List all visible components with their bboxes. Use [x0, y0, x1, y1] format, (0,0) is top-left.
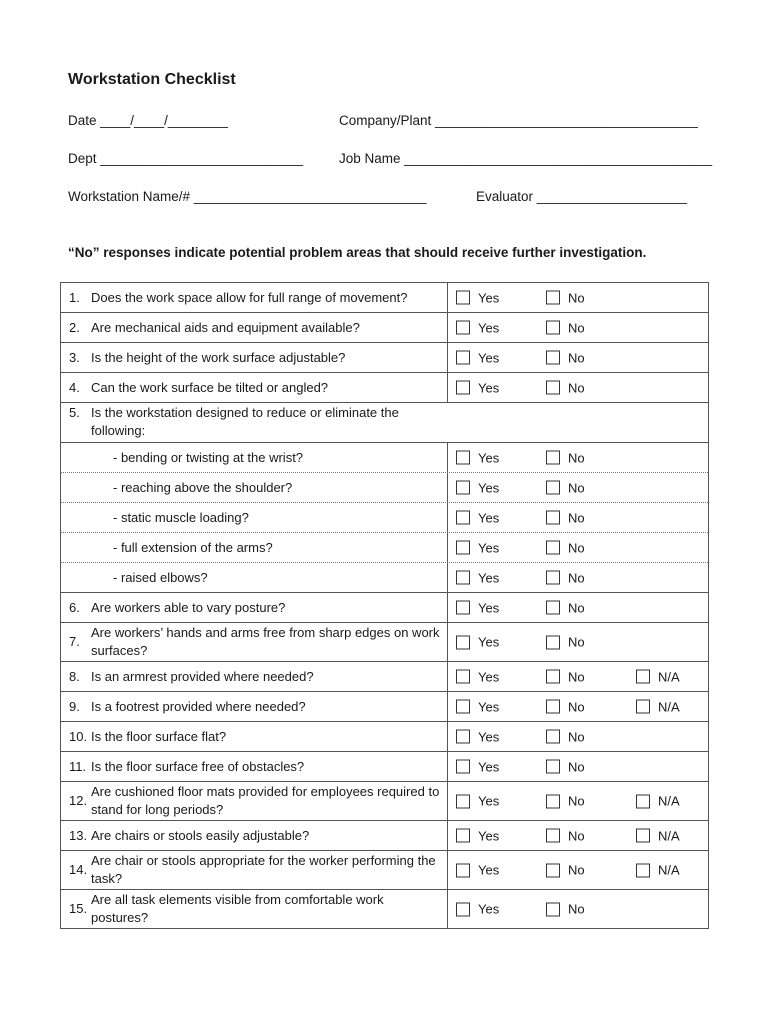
- checklist-sub-row: [61, 562, 708, 592]
- question-cell: [61, 692, 448, 721]
- no-option[interactable]: [546, 600, 585, 615]
- na-label: N/A: [658, 862, 680, 878]
- answer-cell: [448, 373, 708, 402]
- yes-option[interactable]: [456, 635, 499, 650]
- no-option[interactable]: [546, 729, 585, 744]
- question-cell: [61, 821, 448, 850]
- no-label: No: [568, 290, 585, 305]
- na-label: N/A: [658, 699, 680, 714]
- no-checkbox[interactable]: [546, 829, 560, 843]
- question-cell: [61, 313, 448, 342]
- yes-option[interactable]: [456, 600, 499, 615]
- yes-option[interactable]: [456, 290, 499, 305]
- no-option[interactable]: [546, 828, 585, 843]
- no-option[interactable]: [546, 450, 585, 465]
- question-number: 7.: [69, 634, 80, 649]
- yes-option[interactable]: [456, 699, 499, 714]
- answer-cell: [448, 782, 708, 820]
- question-number: 4.: [69, 379, 80, 395]
- question-number: 3.: [69, 349, 80, 365]
- yes-checkbox[interactable]: [456, 670, 470, 684]
- na-checkbox[interactable]: [636, 670, 650, 684]
- checklist-row: [61, 781, 708, 820]
- na-option[interactable]: [636, 863, 680, 878]
- no-option[interactable]: [546, 669, 585, 684]
- no-checkbox[interactable]: [546, 571, 560, 585]
- yes-label: Yes: [478, 450, 500, 465]
- question-cell: [61, 722, 448, 751]
- yes-checkbox[interactable]: [456, 902, 470, 916]
- question-number: 14.: [69, 862, 88, 877]
- question-cell: [61, 443, 448, 472]
- no-checkbox[interactable]: [546, 760, 560, 774]
- yes-label: Yes: [478, 901, 500, 917]
- yes-option[interactable]: [456, 510, 499, 525]
- checklist-row: [61, 661, 708, 691]
- no-label: No: [568, 669, 585, 684]
- no-label: No: [568, 699, 585, 714]
- yes-option[interactable]: [456, 729, 499, 744]
- answer-cell: [448, 752, 708, 781]
- question-text: Are cushioned floor mats provided for employees required to stand for long periods?: [91, 784, 440, 817]
- no-label: No: [568, 634, 585, 650]
- yes-label: Yes: [478, 862, 500, 878]
- answer-cell: [448, 890, 708, 928]
- yes-option[interactable]: [456, 540, 499, 555]
- checklist-row: [61, 312, 708, 342]
- question-cell: [61, 373, 448, 402]
- yes-label: Yes: [478, 729, 500, 744]
- question-cell: [61, 593, 448, 622]
- yes-option[interactable]: [456, 380, 499, 395]
- checklist-sub-row: [61, 442, 708, 472]
- checklist-row: [61, 592, 708, 622]
- yes-checkbox[interactable]: [456, 601, 470, 615]
- question-number: 2.: [69, 319, 80, 335]
- no-label: No: [568, 450, 585, 465]
- no-label: No: [568, 350, 585, 365]
- no-option[interactable]: [546, 480, 585, 495]
- yes-checkbox[interactable]: [456, 541, 470, 555]
- yes-checkbox[interactable]: [456, 730, 470, 744]
- yes-checkbox[interactable]: [456, 481, 470, 495]
- no-checkbox[interactable]: [546, 601, 560, 615]
- question-text: Is the workstation designed to reduce or eliminate the following:: [91, 405, 399, 438]
- no-option[interactable]: [546, 635, 585, 650]
- question-text: Is the height of the work surface adjustable?: [91, 349, 346, 365]
- yes-option[interactable]: [456, 450, 499, 465]
- yes-option[interactable]: [456, 570, 499, 585]
- question-cell: [61, 473, 448, 502]
- question-number: 13.: [69, 827, 88, 843]
- na-label: N/A: [658, 669, 680, 684]
- question-text: - full extension of the arms?: [113, 539, 273, 555]
- question-number: 1.: [69, 289, 80, 305]
- no-checkbox[interactable]: [546, 321, 560, 335]
- answer-cell: [448, 692, 708, 721]
- question-cell: [61, 533, 448, 562]
- checklist-row: [61, 691, 708, 721]
- no-checkbox[interactable]: [546, 511, 560, 525]
- answer-cell: [448, 473, 708, 502]
- question-cell: [61, 890, 448, 928]
- yes-option[interactable]: [456, 902, 499, 917]
- date-field[interactable]: Date ____/____/________: [68, 113, 228, 128]
- question-cell: [61, 662, 448, 691]
- yes-option[interactable]: [456, 794, 499, 809]
- yes-option[interactable]: [456, 669, 499, 684]
- no-checkbox[interactable]: [546, 700, 560, 714]
- question-text: Are workers’ hands and arms free from sharp edges on work surfaces?: [91, 625, 440, 658]
- answer-cell: [448, 443, 708, 472]
- yes-checkbox[interactable]: [456, 351, 470, 365]
- yes-label: Yes: [478, 570, 500, 585]
- no-option[interactable]: [546, 902, 585, 917]
- answer-cell: [448, 503, 708, 532]
- checklist-row: [61, 721, 708, 751]
- yes-label: Yes: [478, 540, 500, 555]
- question-number: 12.: [69, 793, 88, 808]
- yes-label: Yes: [478, 290, 500, 305]
- yes-label: Yes: [478, 634, 500, 650]
- question-text: Can the work surface be tilted or angled?: [91, 379, 329, 395]
- yes-checkbox[interactable]: [456, 700, 470, 714]
- no-checkbox[interactable]: [546, 291, 560, 305]
- question-text: Does the work space allow for full range of movement?: [91, 289, 408, 305]
- checklist-row: [61, 751, 708, 781]
- answer-cell: [448, 722, 708, 751]
- no-checkbox[interactable]: [546, 541, 560, 555]
- checklist-sub-row: [61, 472, 708, 502]
- yes-checkbox[interactable]: [456, 635, 470, 649]
- no-label: No: [568, 380, 585, 395]
- evaluator-field[interactable]: Evaluator ____________________: [476, 189, 687, 204]
- yes-option[interactable]: [456, 480, 499, 495]
- na-checkbox[interactable]: [636, 700, 650, 714]
- checklist-row: [61, 372, 708, 402]
- answer-cell: [448, 851, 708, 889]
- no-option[interactable]: [546, 570, 585, 585]
- question-cell: [61, 752, 448, 781]
- yes-checkbox[interactable]: [456, 321, 470, 335]
- yes-checkbox[interactable]: [456, 571, 470, 585]
- yes-option[interactable]: [456, 828, 499, 843]
- question-number: 5.: [69, 405, 80, 420]
- no-label: No: [568, 828, 585, 843]
- yes-label: Yes: [478, 759, 500, 774]
- na-checkbox[interactable]: [636, 829, 650, 843]
- no-option[interactable]: [546, 794, 585, 809]
- answer-cell: [448, 593, 708, 622]
- yes-checkbox[interactable]: [456, 291, 470, 305]
- yes-checkbox[interactable]: [456, 381, 470, 395]
- instruction-note: “No” responses indicate potential problem areas that should receive further investigation.: [68, 245, 647, 260]
- question-cell: [61, 343, 448, 372]
- no-label: No: [568, 570, 585, 585]
- no-checkbox[interactable]: [546, 670, 560, 684]
- yes-checkbox[interactable]: [456, 829, 470, 843]
- question-text: - reaching above the shoulder?: [113, 479, 293, 495]
- no-checkbox[interactable]: [546, 730, 560, 744]
- checklist-table: [60, 282, 709, 929]
- question-text: - bending or twisting at the wrist?: [113, 449, 304, 465]
- question-text: Are all task elements visible from comfortable work postures?: [91, 892, 384, 925]
- question-number: 8.: [69, 668, 80, 684]
- na-label: N/A: [658, 828, 680, 843]
- answer-cell: [448, 343, 708, 372]
- question-cell: [61, 782, 448, 820]
- na-checkbox[interactable]: [636, 863, 650, 877]
- yes-label: Yes: [478, 320, 500, 335]
- question-number: 10.: [69, 728, 88, 744]
- na-label: N/A: [658, 793, 680, 809]
- no-checkbox[interactable]: [546, 381, 560, 395]
- no-label: No: [568, 901, 585, 917]
- no-option[interactable]: [546, 350, 585, 365]
- no-option[interactable]: [546, 699, 585, 714]
- question-number: 11.: [69, 758, 87, 774]
- checklist-sub-row: [61, 502, 708, 532]
- question-number: 9.: [69, 698, 80, 714]
- checklist-group-row: [61, 402, 708, 442]
- question-text: Is an armrest provided where needed?: [91, 668, 314, 684]
- yes-checkbox[interactable]: [456, 760, 470, 774]
- yes-label: Yes: [478, 828, 500, 843]
- checklist-row: [61, 622, 708, 661]
- yes-checkbox[interactable]: [456, 863, 470, 877]
- yes-label: Yes: [478, 480, 500, 495]
- question-text: Is a footrest provided where needed?: [91, 698, 306, 714]
- yes-checkbox[interactable]: [456, 794, 470, 808]
- answer-cell: [448, 821, 708, 850]
- company-plant-field[interactable]: Company/Plant ___________________________________: [339, 113, 698, 128]
- question-text: - raised elbows?: [113, 569, 208, 585]
- question-number: 6.: [69, 599, 80, 615]
- no-checkbox[interactable]: [546, 794, 560, 808]
- no-label: No: [568, 793, 585, 809]
- question-text: Are mechanical aids and equipment available?: [91, 319, 360, 335]
- no-label: No: [568, 862, 585, 878]
- question-cell: [61, 503, 448, 532]
- yes-label: Yes: [478, 793, 500, 809]
- no-label: No: [568, 540, 585, 555]
- checklist-row: [61, 283, 708, 312]
- checklist-sub-row: [61, 532, 708, 562]
- yes-label: Yes: [478, 350, 500, 365]
- checklist-row: [61, 889, 708, 928]
- answer-cell: [448, 662, 708, 691]
- no-checkbox[interactable]: [546, 863, 560, 877]
- no-option[interactable]: [546, 510, 585, 525]
- na-option[interactable]: [636, 669, 680, 684]
- checklist-row: [61, 820, 708, 850]
- question-text: Are chair or stools appropriate for the worker performing the task?: [91, 853, 436, 886]
- no-checkbox[interactable]: [546, 635, 560, 649]
- yes-label: Yes: [478, 699, 500, 714]
- checklist-row: [61, 342, 708, 372]
- question-text: Are workers able to vary posture?: [91, 599, 286, 615]
- question-cell: [61, 283, 448, 312]
- no-option[interactable]: [546, 863, 585, 878]
- yes-checkbox[interactable]: [456, 511, 470, 525]
- yes-label: Yes: [478, 380, 500, 395]
- question-cell: [61, 403, 708, 442]
- answer-cell: [448, 623, 708, 661]
- no-checkbox[interactable]: [546, 451, 560, 465]
- yes-option[interactable]: [456, 320, 499, 335]
- no-checkbox[interactable]: [546, 481, 560, 495]
- no-label: No: [568, 480, 585, 495]
- no-option[interactable]: [546, 290, 585, 305]
- yes-option[interactable]: [456, 863, 499, 878]
- question-text: Is the floor surface free of obstacles?: [91, 758, 305, 774]
- yes-label: Yes: [478, 600, 500, 615]
- workstation-name-field[interactable]: Workstation Name/# _______________________________: [68, 189, 427, 204]
- yes-option[interactable]: [456, 759, 499, 774]
- answer-cell: [448, 283, 708, 312]
- answer-cell: [448, 563, 708, 592]
- na-option[interactable]: [636, 828, 680, 843]
- yes-label: Yes: [478, 510, 500, 525]
- no-checkbox[interactable]: [546, 351, 560, 365]
- no-option[interactable]: [546, 759, 585, 774]
- na-option[interactable]: [636, 794, 680, 809]
- question-cell: [61, 851, 448, 889]
- question-text: Are chairs or stools easily adjustable?: [91, 827, 310, 843]
- yes-label: Yes: [478, 669, 500, 684]
- no-label: No: [568, 600, 585, 615]
- no-label: No: [568, 510, 585, 525]
- no-option[interactable]: [546, 320, 585, 335]
- yes-option[interactable]: [456, 350, 499, 365]
- page-title: Workstation Checklist: [68, 71, 236, 88]
- yes-checkbox[interactable]: [456, 451, 470, 465]
- na-option[interactable]: [636, 699, 680, 714]
- checklist-row: [61, 850, 708, 889]
- question-text: Is the floor surface flat?: [91, 728, 227, 744]
- no-checkbox[interactable]: [546, 902, 560, 916]
- job-name-field[interactable]: Job Name _________________________________________: [339, 151, 713, 166]
- no-option[interactable]: [546, 380, 585, 395]
- no-option[interactable]: [546, 540, 585, 555]
- answer-cell: [448, 533, 708, 562]
- dept-field[interactable]: Dept ___________________________: [68, 151, 303, 166]
- question-cell: [61, 563, 448, 592]
- no-label: No: [568, 320, 585, 335]
- no-label: No: [568, 729, 585, 744]
- question-number: 15.: [69, 901, 88, 916]
- na-checkbox[interactable]: [636, 794, 650, 808]
- answer-cell: [448, 313, 708, 342]
- question-cell: [61, 623, 448, 661]
- no-label: No: [568, 759, 585, 774]
- question-text: - static muscle loading?: [113, 509, 249, 525]
